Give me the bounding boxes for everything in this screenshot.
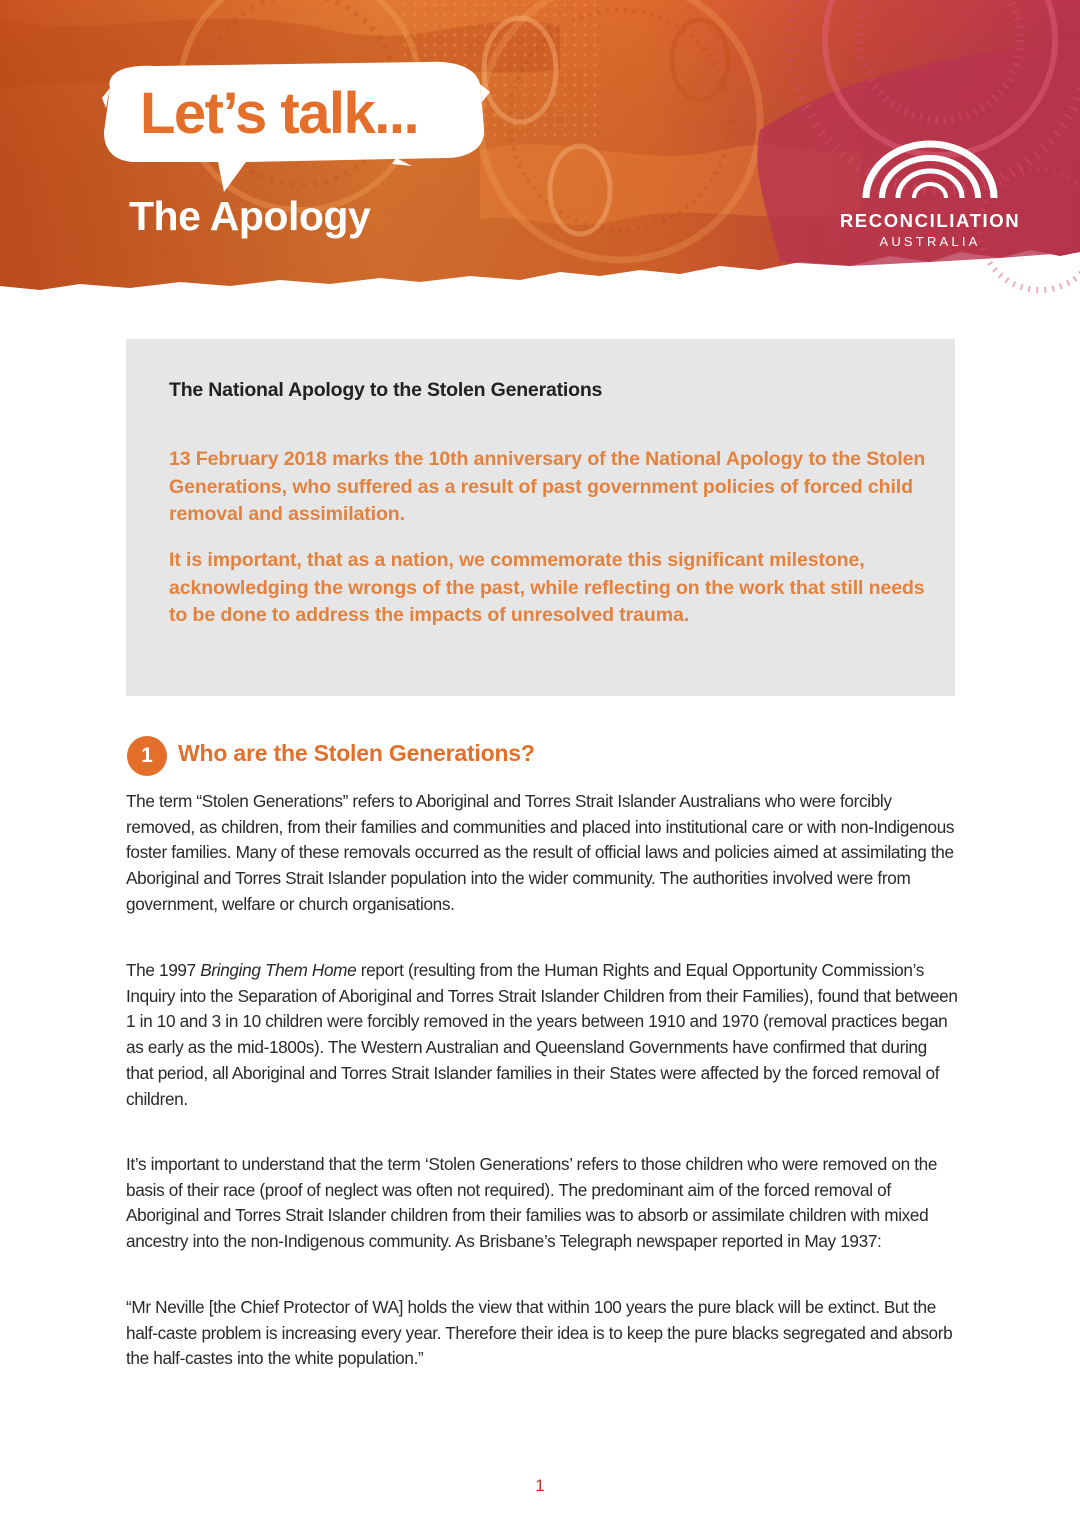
intro-paragraph: It is important, that as a nation, we commemorate this significant milestone, acknowledging the wrongs of the past, while reflecting on the work that still needs to be done to address the impacts of unresolved trauma. [169, 549, 925, 626]
paragraph-text: The 1997 [126, 960, 201, 980]
body-paragraph [126, 958, 958, 1112]
speech-bubble [96, 58, 496, 208]
page-number: 1 [535, 1476, 545, 1495]
arch-rainbow-icon [860, 140, 1000, 202]
intro-heading: The National Apology to the Stolen Generations [169, 379, 603, 401]
report-title: Bringing Them Home [200, 960, 357, 980]
section-heading: Who are the Stolen Generations? [178, 740, 535, 766]
section-number-badge: 1 [127, 736, 167, 776]
intro-callout [126, 339, 955, 696]
header-banner [0, 0, 1080, 300]
logo-subtitle: AUSTRALIA [879, 234, 981, 249]
reconciliation-australia-logo [832, 140, 1028, 258]
page-title: The Apology [129, 193, 371, 239]
body-paragraph: The term “Stolen Generations” refers to Aboriginal and Torres Strait Islander Australians who were forcibly removed, as children, from their families and communities and placed into institutional care or with non-Indigenous foster families. Many of these removals occurred as the result of official laws and policies aimed at assimilating the Aboriginal and Torres Strait Islander population into the wider community. The authorities involved were from government, welfare or church organisations. [126, 791, 955, 914]
paragraph-text: report (resulting from the Human Rights and Equal Opportunity Commission’s Inquiry into the Separation of Aboriginal and Torres Strait Islander Children from their Families), found that between 1 in 10 and 3 in 10 children were forcibly removed in the years between 1910 and 1970 (removal practices began as early as the mid-1800s). The Western Australian and Queensland Governments have confirmed that during that period, all Aboriginal and Torres Strait Islander families in their States were affected by the forced removal of children. [126, 960, 958, 1109]
intro-paragraph: 13 February 2018 marks the 10th anniversary of the National Apology to the Stolen Generations, who suffered as a result of past government policies of forced child removal and assimilation. [169, 448, 926, 525]
quote-paragraph: “Mr Neville [the Chief Protector of WA] holds the view that within 100 years the pure black will be extinct. But the half-caste problem is increasing every year. Therefore their idea is to keep the pure blacks segregated and absorb the half-castes into the white population.” [126, 1297, 953, 1369]
logo-name: RECONCILIATION [839, 210, 1021, 231]
body-paragraph: It’s important to understand that the term ‘Stolen Generations’ refers to those children who were removed on the basis of their race (proof of neglect was often not required). The predominant aim of the forced removal of Aboriginal and Torres Strait Islander children from their families was to absorb or assimilate children with mixed ancestry into the non-Indigenous community. As Brisbane’s Telegraph newspaper reported in May 1937: [126, 1154, 938, 1252]
lets-talk-heading: Let’s talk... [140, 81, 419, 146]
